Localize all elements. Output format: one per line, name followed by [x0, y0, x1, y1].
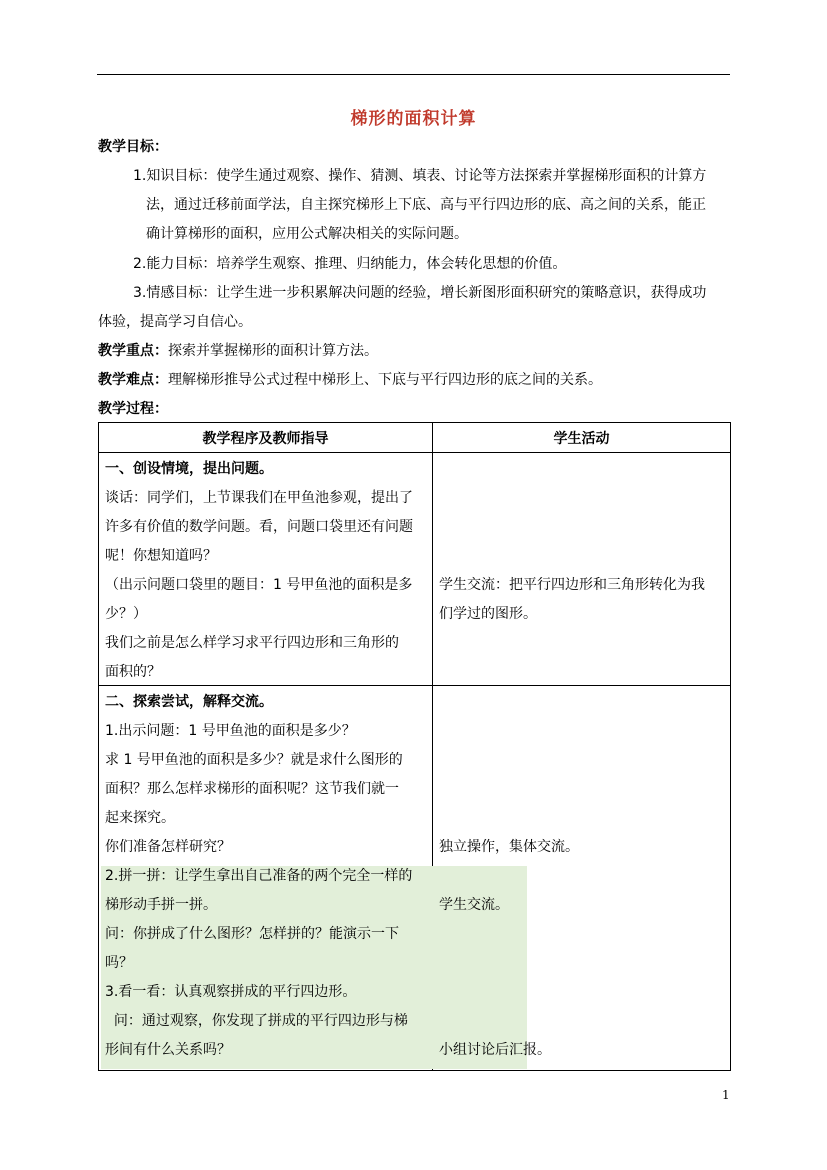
key-point-label: 教学重点：	[98, 343, 168, 359]
row2-left-line: 吗？	[105, 955, 133, 971]
section-1-heading: 一、创设情境，提出问题。	[105, 461, 273, 477]
difficulty-point	[98, 370, 602, 390]
page-number: 1	[722, 1088, 730, 1102]
col-header-teacher: 教学程序及教师指导	[99, 423, 433, 453]
objective-1-line-1: 1.知识目标：使学生通过观察、操作、猜测、填表、讨论等方法探索并掌握梯形面积的计算方	[133, 168, 707, 184]
objectives-heading: 教学目标：	[98, 139, 168, 155]
row2-left-line: 梯形动手拼一拼。	[105, 897, 217, 913]
objective-1-line-2: 法，通过迁移前面学法，自主探究梯形上下底、高与平行四边形的底、高之间的关系，能正	[146, 197, 706, 213]
row2-right-line: 学生交流。	[439, 897, 509, 913]
table-row	[99, 453, 731, 686]
row2-teacher-cell	[99, 686, 433, 1071]
row2-left-line: 面积？那么怎样求梯形的面积呢？这节我们就一	[105, 781, 399, 797]
row1-left-line: 我们之前是怎么样学习求平行四边形和三角形的	[105, 635, 399, 651]
row1-left-line: （出示问题口袋里的题目：1 号甲鱼池的面积是多	[105, 577, 413, 593]
process-heading: 教学过程：	[98, 401, 168, 417]
difficulty-label: 教学难点：	[98, 372, 168, 388]
row2-left-line: 问：通过观察，你发现了拼成的平行四边形与梯	[105, 1013, 408, 1029]
row2-left-line: 2.拼一拼：让学生拿出自己准备的两个完全一样的	[105, 868, 413, 884]
header-rule	[97, 74, 730, 75]
lesson-table	[98, 422, 731, 1071]
key-point-text: 探索并掌握梯形的面积计算方法。	[168, 343, 378, 359]
row2-right-line: 独立操作，集体交流。	[439, 839, 579, 855]
row2-left-line: 形间有什么关系吗？	[105, 1042, 231, 1058]
objective-3-line-2: 体验，提高学习自信心。	[98, 314, 252, 330]
row2-left-line: 问：你拼成了什么图形？怎样拼的？能演示一下	[105, 926, 399, 942]
page-title: 梯形的面积计算	[350, 109, 477, 129]
objective-3-line-1: 3.情感目标：让学生进一步积累解决问题的经验，增长新图形面积研究的策略意识，获得成功	[133, 285, 707, 301]
row2-left-line: 你们准备怎样研究？	[105, 839, 231, 855]
row2-student-cell	[433, 686, 731, 1071]
row1-left-line: 许多有价值的数学问题。看，问题口袋里还有问题	[105, 519, 413, 535]
row2-right-line: 小组讨论后汇报。	[439, 1042, 551, 1058]
key-point	[98, 341, 378, 361]
table-header-row	[99, 423, 731, 453]
row2-left-line: 3.看一看：认真观察拼成的平行四边形。	[105, 984, 357, 1000]
row1-left-line: 面积的？	[105, 664, 161, 680]
row2-left-line: 1.出示问题：1 号甲鱼池的面积是多少？	[105, 723, 356, 739]
table-row	[99, 686, 731, 1071]
row1-left-line: 谈话：同学们，上节课我们在甲鱼池参观，提出了	[105, 490, 413, 506]
row1-right-line: 们学过的图形。	[439, 606, 537, 622]
row1-left-line: 呢！你想知道吗？	[105, 548, 217, 564]
section-2-heading: 二、探索尝试，解释交流。	[105, 694, 273, 710]
row1-teacher-cell	[99, 453, 433, 686]
row2-left-line: 起来探究。	[105, 810, 175, 826]
objective-1-line-3: 确计算梯形的面积，应用公式解决相关的实际问题。	[146, 226, 468, 242]
row1-right-line: 学生交流：把平行四边形和三角形转化为我	[439, 577, 705, 593]
row1-left-line: 少？）	[105, 606, 147, 622]
difficulty-text: 理解梯形推导公式过程中梯形上、下底与平行四边形的底之间的关系。	[168, 372, 602, 388]
objective-2: 2.能力目标：培养学生观察、推理、归纳能力，体会转化思想的价值。	[133, 256, 567, 272]
col-header-student: 学生活动	[433, 423, 731, 453]
row2-left-line: 求 1 号甲鱼池的面积是多少？就是求什么图形的	[105, 752, 403, 768]
row1-student-cell	[433, 453, 731, 686]
